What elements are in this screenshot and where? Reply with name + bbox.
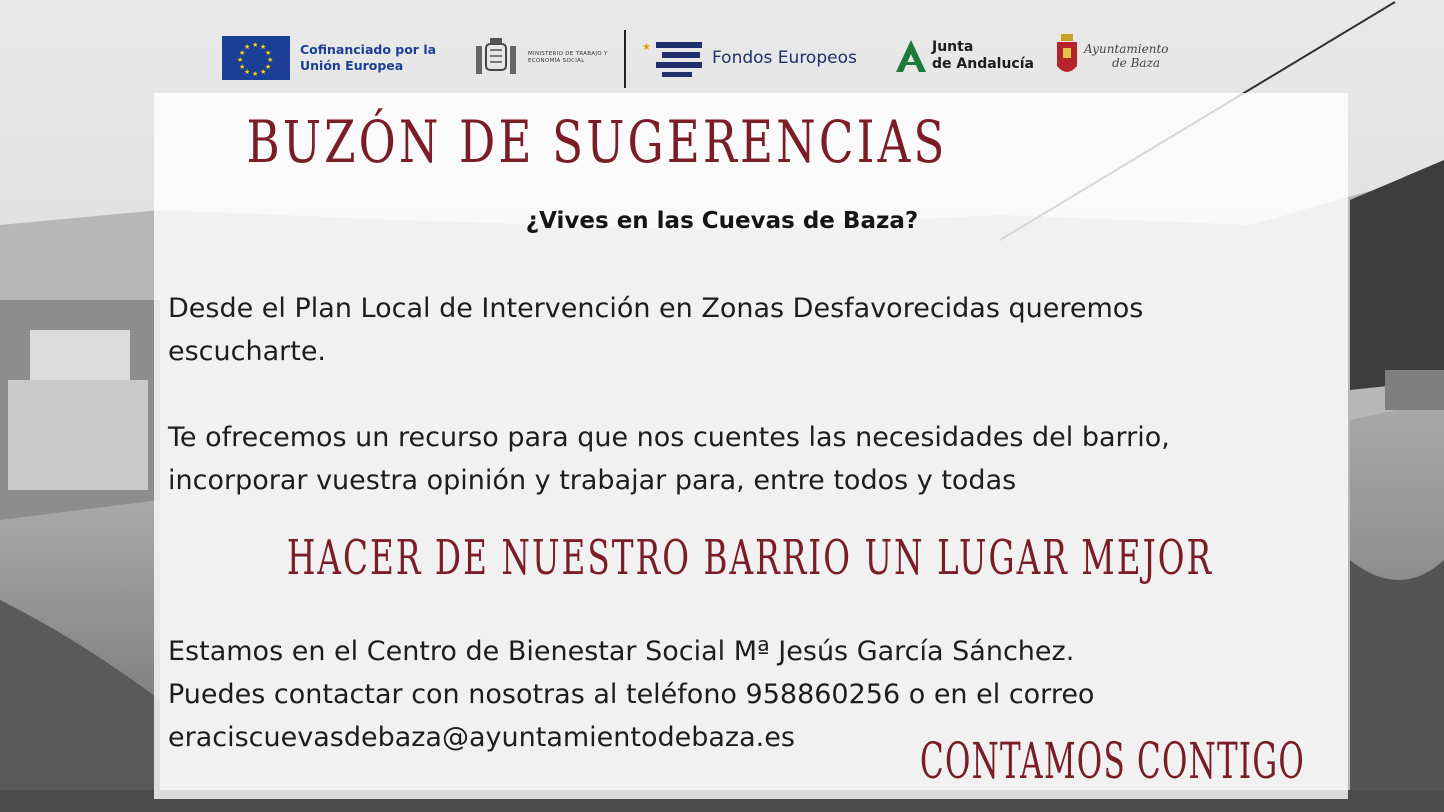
ministerio-logo [472, 34, 608, 82]
slogan-heading: HACER DE NUESTRO BARRIO UN LUGAR MEJOR [286, 530, 1214, 586]
eu-flag-icon: ★ ★ ★ ★ ★ ★ ★ ★ ★ ★ ★ ★ [222, 36, 290, 80]
ayuntamiento-baza-logo [1056, 34, 1169, 78]
page-title: BUZÓN DE SUGERENCIAS [246, 108, 948, 176]
junta-andalucia-logo [894, 38, 1034, 74]
spain-crest-icon [472, 34, 520, 82]
fondos-europeos-logo [642, 38, 857, 78]
contact-location: Estamos en el Centro de Bienestar Social Mª Jesús García Sánchez. [168, 636, 1075, 667]
fondos-europeos-icon [642, 38, 704, 78]
contact-email: eraciscuevasdebaza@ayuntamientodebaza.es [168, 722, 795, 753]
ministerio-text: MINISTERIO DE TRABAJO Y ECONOMÍA SOCIAL [528, 51, 608, 64]
junta-andalucia-text: Junta de Andalucía [932, 39, 1034, 72]
junta-andalucia-icon [894, 38, 928, 74]
sponsor-logos [0, 28, 1444, 90]
eu-logo-text: Cofinanciado por la Unión Europea [300, 42, 437, 73]
fondos-europeos-text: Fondos Europeos [712, 48, 857, 68]
contact-phone-line: Puedes contactar con nosotras al teléfono 958860256 o en el correo [168, 679, 1095, 710]
logo-divider [624, 30, 626, 88]
ayuntamiento-baza-text: Ayuntamiento de Baza [1084, 42, 1169, 70]
baza-shield-icon [1056, 34, 1078, 78]
svg-text:★: ★ [642, 42, 651, 53]
closing-heading: CONTAMOS CONTIGO [920, 732, 1306, 790]
subtitle: ¿Vives en las Cuevas de Baza? [525, 208, 919, 234]
eu-logo [222, 36, 440, 80]
offer-paragraph: Te ofrecemos un recurso para que nos cuentes las necesidades del barrio, incorporar vuestra opinión y trabajar para, entre todos y todas [168, 422, 1170, 496]
intro-paragraph: Desde el Plan Local de Intervención en Zonas Desfavorecidas queremos escucharte. [168, 293, 1144, 367]
